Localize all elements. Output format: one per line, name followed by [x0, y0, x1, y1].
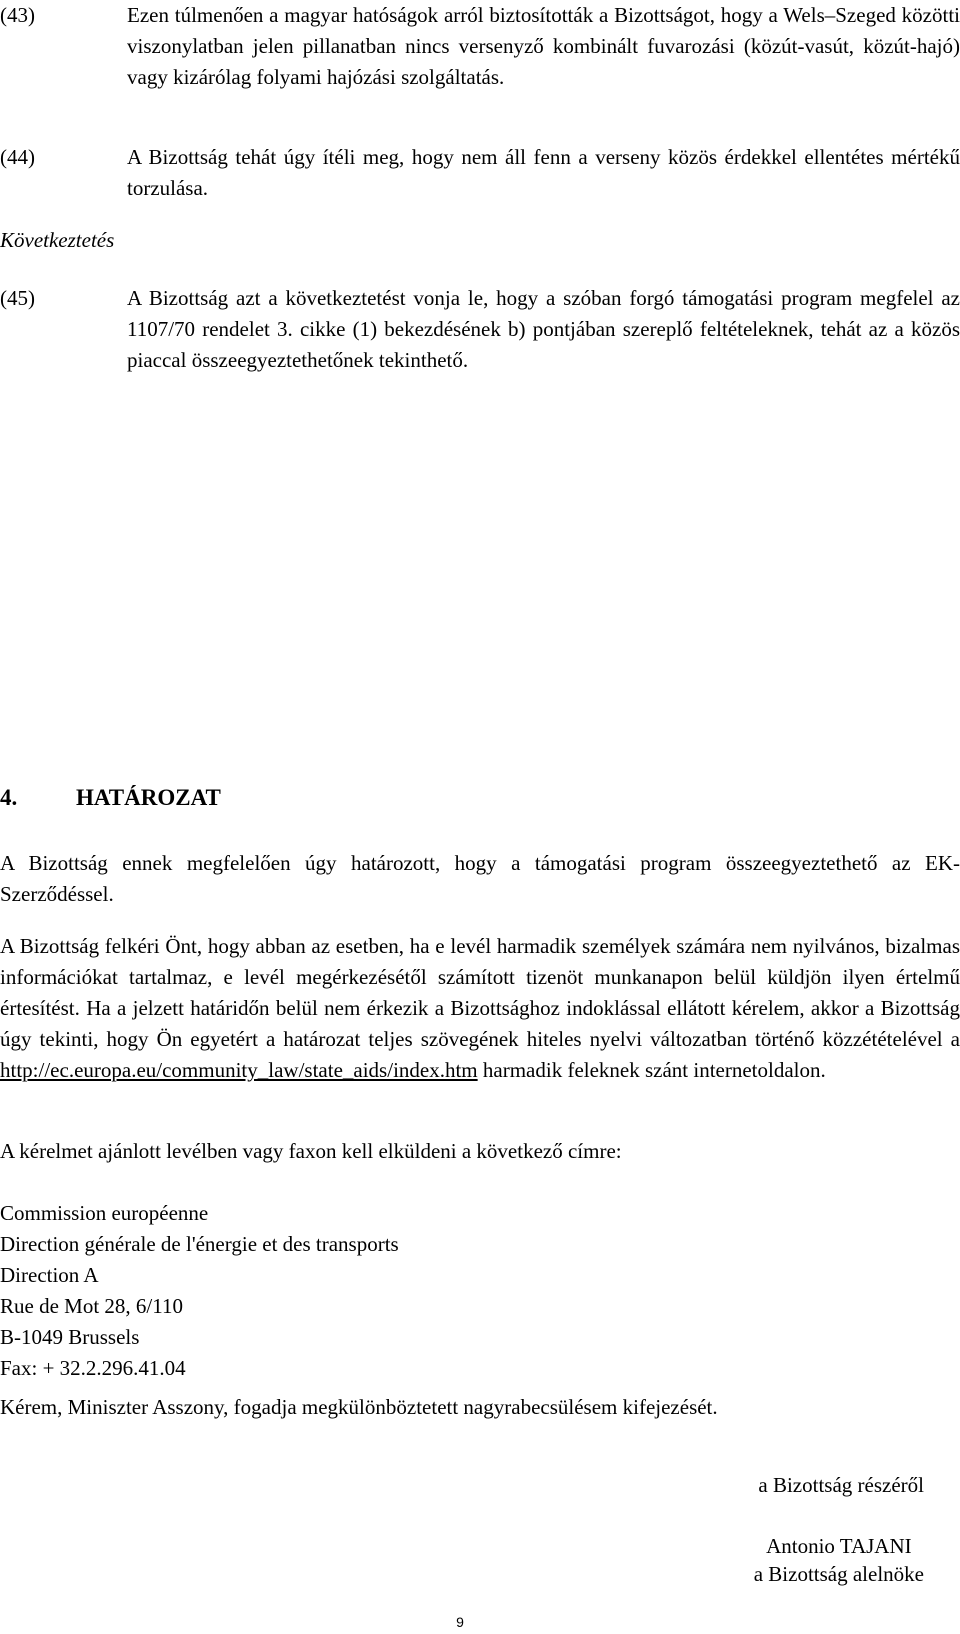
- address-line: Direction A: [0, 1263, 99, 1287]
- paragraph-text: A Bizottság tehát úgy ítéli meg, hogy nem áll fenn a verseny közös érdekkel ellentétes mértékű torzulása.: [127, 145, 960, 200]
- address-line: Fax: + 32.2.296.41.04: [0, 1356, 186, 1380]
- paragraph-44: [0, 142, 960, 204]
- state-aids-link[interactable]: http://ec.europa.eu/community_law/state_aids/index.htm: [0, 1058, 478, 1082]
- address-line: B-1049 Brussels: [0, 1325, 140, 1349]
- section-title: HATÁROZAT: [76, 785, 221, 810]
- conclusion-heading: Következtetés: [0, 228, 115, 252]
- paragraph-43: [0, 0, 960, 124]
- request-text-before-link: A Bizottság felkéri Önt, hogy abban az esetben, ha e levél harmadik személyek számára nem nyilvános, bizalmas információkat tartalmaz, e levél megérkezésétől számított tizenöt munkanapon belül küldjön ilyen értelmű értesítést. Ha a jelzett határidőn belül nem érkezik a Bizottsághoz indoklással ellátott kérelem, akkor a Bizottság úgy tekinti, hogy Ön egyetért a határozat teljes szövegének hiteles nyelvi változatban történő közzétételével a: [0, 934, 960, 1051]
- paragraph-number: (45): [0, 286, 35, 310]
- paragraph-text: Ezen túlmenően a magyar hatóságok arról biztosították a Bizottságot, hogy a Wels–Szeged közötti viszonylatban jelen pillanatban nincs versenyző kombinált fuvarozási (közút-vasút, közút-hajó) vagy kizárólag folyami hajózási szolgáltatás.: [127, 3, 960, 89]
- signature-name-role: [754, 1532, 924, 1588]
- signature-on-behalf: a Bizottság részéről: [758, 1473, 924, 1497]
- signatory-name: Antonio TAJANI: [766, 1534, 912, 1558]
- paragraph-number: (43): [0, 3, 35, 27]
- send-instruction: A kérelmet ajánlott levélben vagy faxon kell elküldeni a következő címre:: [0, 1139, 622, 1163]
- address-line: Rue de Mot 28, 6/110: [0, 1294, 183, 1318]
- section-heading: [0, 782, 221, 813]
- address-block: [0, 1198, 960, 1384]
- section-number: 4.: [0, 785, 18, 810]
- address-line: Direction générale de l'énergie et des transports: [0, 1232, 399, 1256]
- address-line: Commission européenne: [0, 1201, 209, 1225]
- signatory-role: a Bizottság alelnöke: [753, 1562, 924, 1586]
- paragraph-number: (44): [0, 145, 35, 169]
- paragraph-text: A Bizottság azt a következtetést vonja le, hogy a szóban forgó támogatási program megfelel az 1107/70 rendelet 3. cikke (1) bekezdésének b) pontjában szereplő feltételeknek, tehát az a közös piaccal összeegyeztethetőnek tekinthető.: [127, 286, 960, 372]
- request-paragraph: [0, 931, 960, 1086]
- paragraph-45: [0, 283, 960, 407]
- closing-sentence: Kérem, Miniszter Asszony, fogadja megkülönböztetett nagyrabecsülésem kifejezését.: [0, 1395, 718, 1419]
- page-number: 9: [456, 1614, 464, 1630]
- request-text-after-link: harmadik feleknek szánt internetoldalon.: [477, 1058, 826, 1082]
- decision-paragraph: A Bizottság ennek megfelelően úgy határozott, hogy a támogatási program összeegyeztethető az EK-Szerződéssel.: [0, 851, 960, 906]
